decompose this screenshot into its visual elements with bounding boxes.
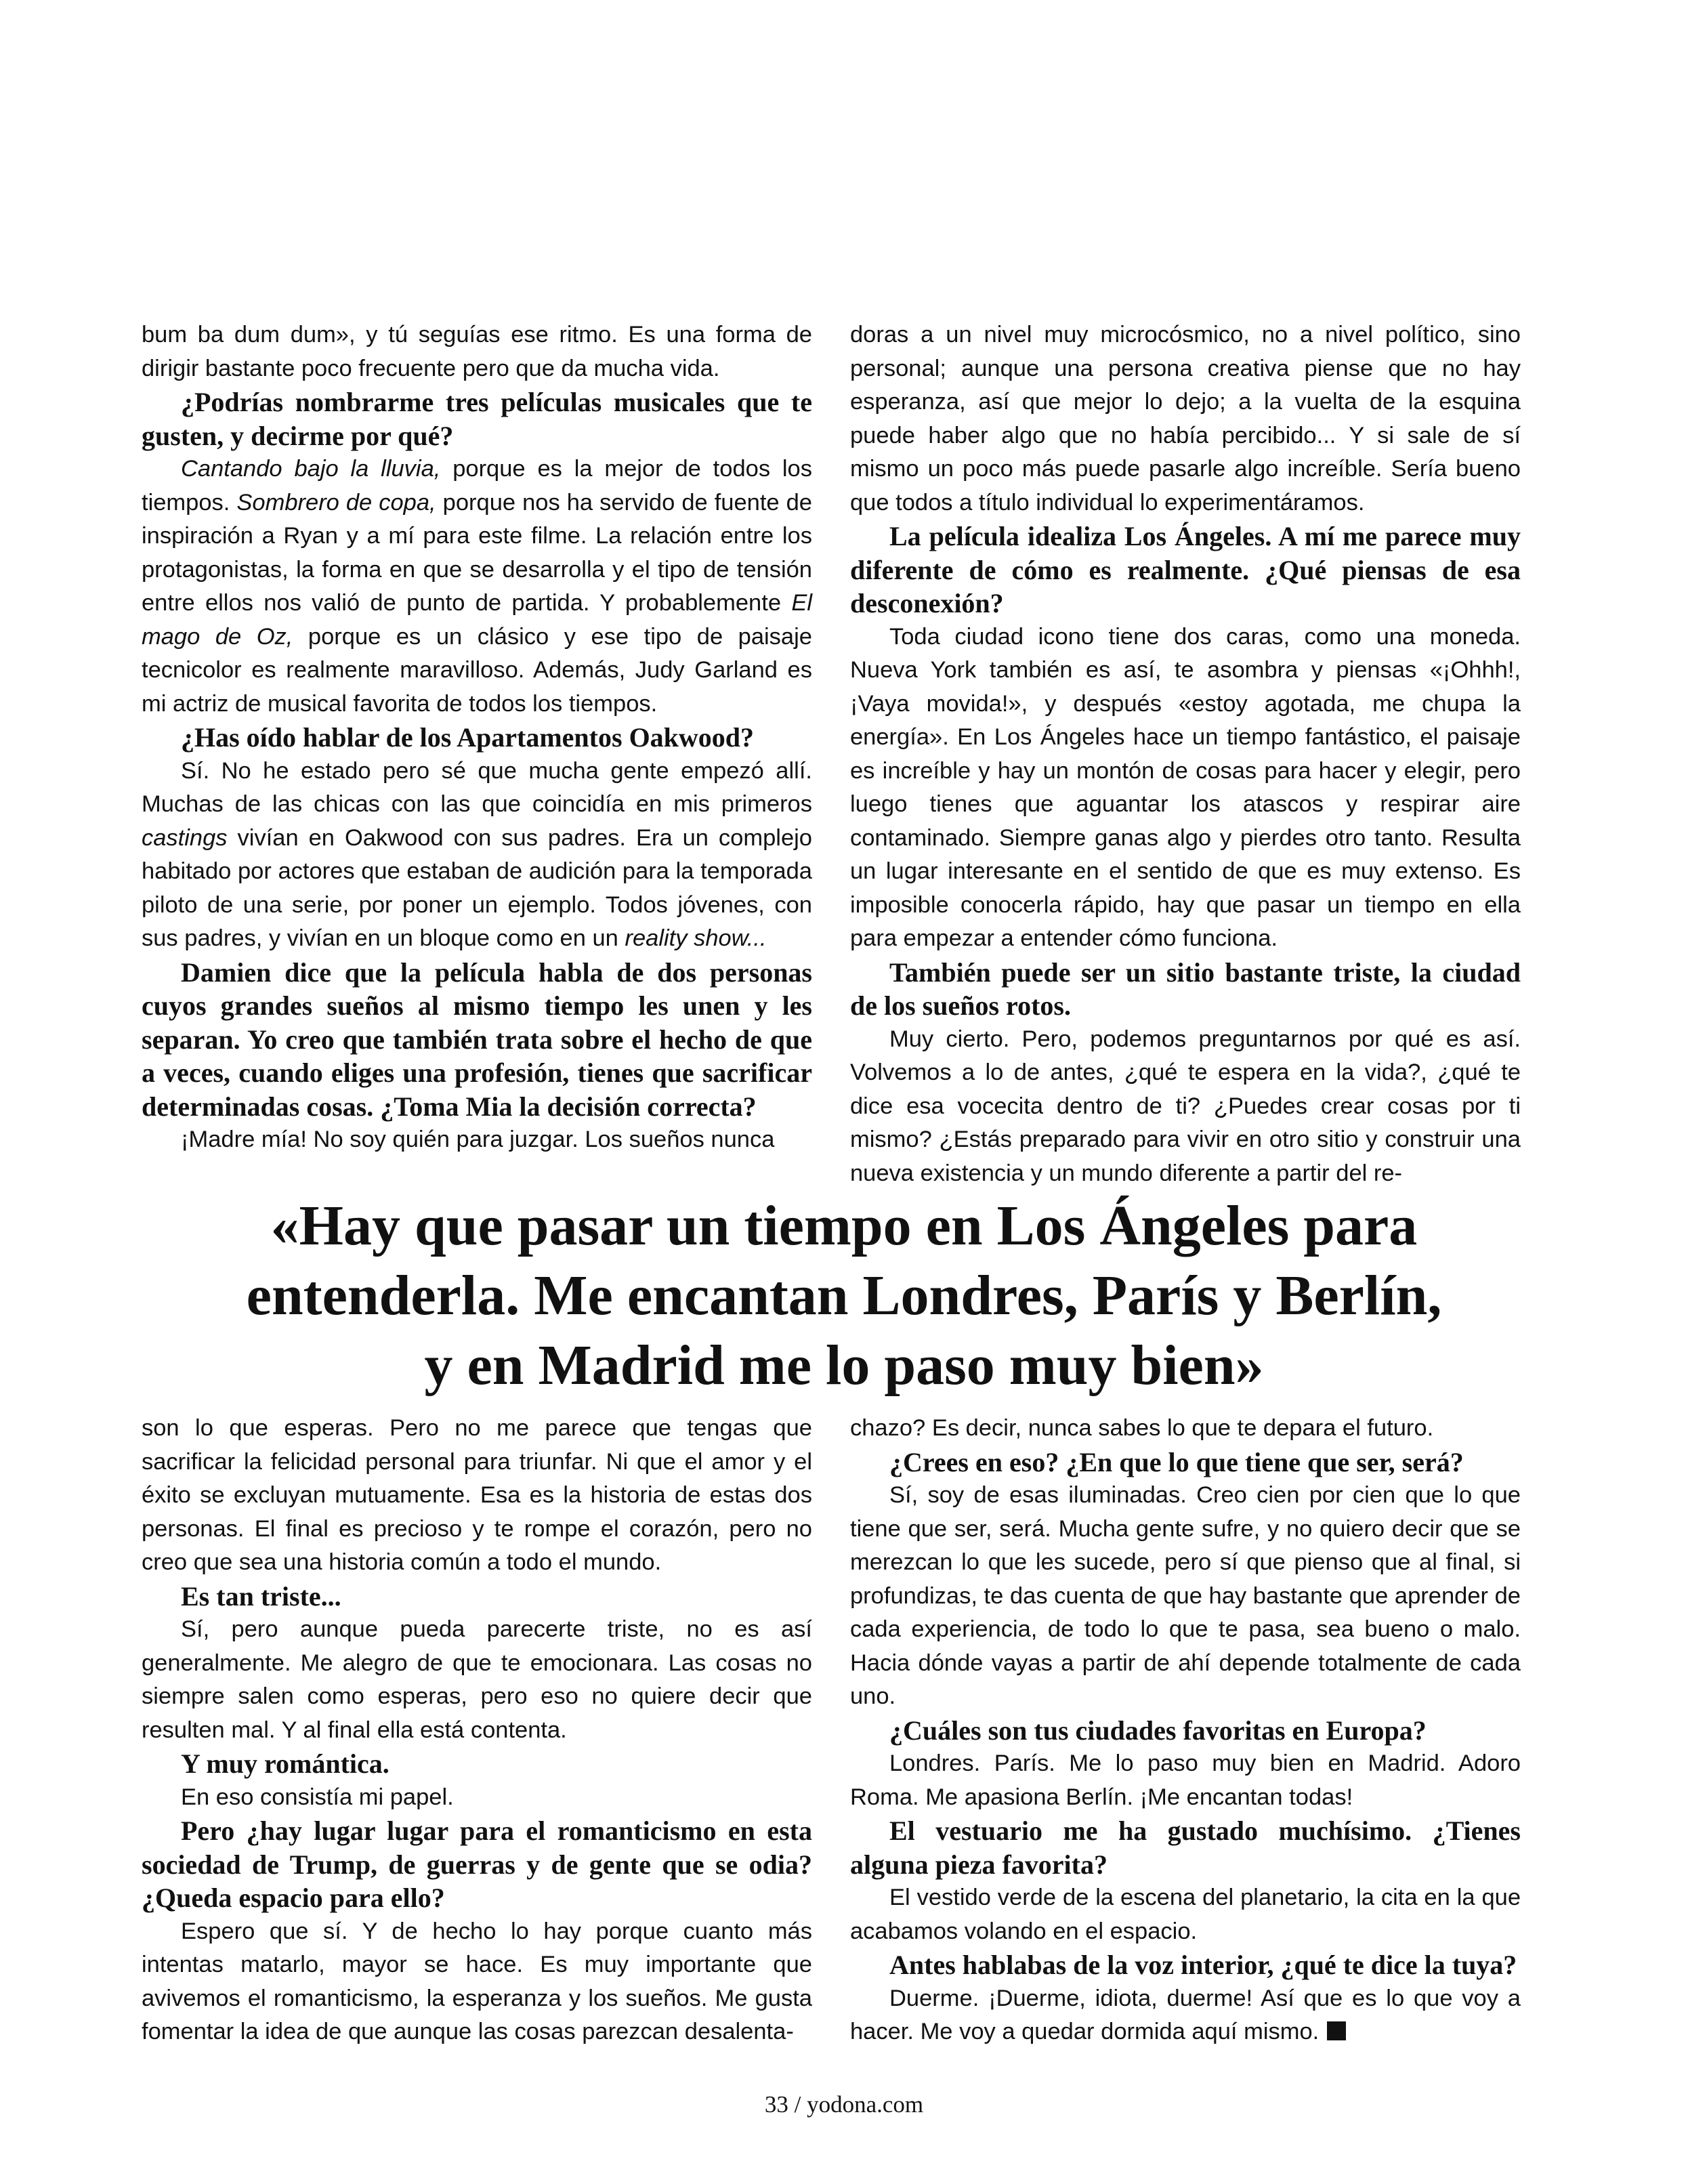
question-paragraph: Pero ¿hay lugar lugar para el romanticismo en esta sociedad de Trump, de guerras y de gente que se odia? ¿Queda espacio para ello?: [142, 1815, 812, 1913]
question-paragraph: ¿Podrías nombrarme tres películas musicales que te gusten, y decirme por qué?: [142, 387, 812, 451]
answer-paragraph: Sí. No he estado pero sé que mucha gente empezó allí. Muchas de las chicas con las que coincidía en mis primeros castings vivían en Oakwood con sus padres. Era un complejo habitado por actores que estaban de audición para la temporada piloto de una serie, por poner un ejemplo. Todos jóvenes, con sus padres, y vivían en un bloque como en un reality show...: [142, 757, 812, 951]
article-column-3: [142, 1412, 812, 2049]
question-paragraph: ¿Cuáles son tus ciudades favoritas en Europa?: [889, 1715, 1427, 1746]
answer-paragraph: En eso consistía mi papel.: [181, 1784, 454, 1810]
answer-paragraph: chazo? Es decir, nunca sabes lo que te depara el futuro.: [850, 1415, 1434, 1441]
answer-paragraph: El vestido verde de la escena del planetario, la cita en la que acabamos volando en el espacio.: [850, 1885, 1521, 1944]
end-mark-icon: [1327, 2021, 1346, 2040]
answer-paragraph: Cantando bajo la lluvia, porque es la mejor de todos los tiempos. Sombrero de copa, porque nos ha servido de fuente de inspiración a Ryan y a mí para este filme. La relación entre los protagonistas, la forma en que se desarrolla y el tipo de tensión entre ellos nos valió de punto de partida. Y probablemente El mago de Oz, porque es un clásico y ese tipo de paisaje tecnicolor es realmente maravilloso. Además, Judy Garland es mi actriz de musical favorita de todos los tiempos.: [142, 456, 812, 717]
question-paragraph: Damien dice que la película habla de dos personas cuyos grandes sueños al mismo tiempo les unen y les separan. Yo creo que también trata sobre el hecho de que a veces, cuando eliges una profesión, tienes que sacrificar determinadas cosas. ¿Toma Mia la decisión correcta?: [142, 957, 812, 1122]
question-paragraph: También puede ser un sitio bastante triste, la ciudad de los sueños rotos.: [850, 957, 1521, 1021]
answer-paragraph: son lo que esperas. Pero no me parece que tengas que sacrificar la felicidad personal para triunfar. Ni que el amor y el éxito se excluyan mutuamente. Esa es la historia de estas dos personas. El final es precioso y te rompe el corazón, pero no creo que sea una historia común a todo el mundo.: [142, 1415, 812, 1575]
answer-paragraph: Muy cierto. Pero, podemos preguntarnos por qué es así. Volvemos a lo de antes, ¿qué te espera en la vida?, ¿qué te dice esa vocecita dentro de ti? ¿Puedes crear cosas por ti mismo? ¿Estás preparado para vivir en otro sitio y construir una nueva existencia y un mundo diferente a partir del re-: [850, 1026, 1521, 1186]
page-footer: 33 / yodona.com: [764, 2091, 924, 2118]
answer-paragraph: bum ba dum dum», y tú seguías ese ritmo. Es una forma de dirigir bastante poco frecuente pero que da mucha vida.: [142, 322, 812, 381]
pull-quote: [102, 1191, 1586, 1400]
article-column-1: [142, 318, 812, 1157]
article-column-2: [850, 318, 1521, 1190]
question-paragraph: Es tan triste...: [181, 1580, 341, 1612]
answer-paragraph: doras a un nivel muy microcósmico, no a nivel político, sino personal; aunque una persona creativa piense que no hay esperanza, así que mejor lo dejo; a la vuelta de la esquina puede haber algo que no había percibido... Y si sale de sí mismo un poco más puede pasarle algo increíble. Sería bueno que todos a título individual lo experimentáramos.: [850, 322, 1521, 516]
question-paragraph: Antes hablabas de la voz interior, ¿qué te dice la tuya?: [889, 1950, 1517, 1980]
pull-quote-line: y en Madrid me lo paso muy bien»: [424, 1334, 1264, 1397]
article-column-4: [850, 1412, 1521, 2049]
answer-paragraph: Duerme. ¡Duerme, idiota, duerme! Así que es lo que voy a hacer. Me voy a quedar dormida aquí mismo.: [850, 1985, 1521, 2044]
question-paragraph: ¿Has oído hablar de los Apartamentos Oakwood?: [181, 722, 755, 753]
question-paragraph: La película idealiza Los Ángeles. A mí me parece muy diferente de cómo es realmente. ¿Qué piensas de esa desconexión?: [850, 521, 1521, 618]
answer-paragraph: Sí, pero aunque pueda parecerte triste, no es así generalmente. Me alegro de que te emocionara. Las cosas no siempre salen como esperas, pero eso no quiere decir que resulten mal. Y al final ella está contenta.: [142, 1616, 812, 1743]
question-paragraph: ¿Crees en eso? ¿En que lo que tiene que ser, será?: [889, 1446, 1464, 1477]
pull-quote-line: «Hay que pasar un tiempo en Los Ángeles para: [270, 1194, 1418, 1257]
answer-paragraph: Sí, soy de esas iluminadas. Creo cien por cien que lo que tiene que ser, será. Mucha gente sufre, y no quiero decir que se merezcan lo que les sucede, pero sí que pienso que al final, si profundizas, te das cuenta de que hay bastante que aprender de cada experiencia, de todo lo que te pasa, sea bueno o malo. Hacia dónde vayas a partir de ahí depende totalmente de cada uno.: [850, 1482, 1521, 1709]
answer-paragraph: Toda ciudad icono tiene dos caras, como una moneda. Nueva York también es así, te asombra y piensas «¡Ohhh!, ¡Vaya movida!», y después «estoy agotada, me chupa la energía». En Los Ángeles hace un tiempo fantástico, el paisaje es increíble y hay un montón de cosas para hacer y elegir, pero luego tienes que aguantar los atascos y respirar aire contaminado. Siempre ganas algo y pierdes otro tanto. Resulta un lugar interesante en el sentido de que es muy extenso. Es imposible conocerla rápido, hay que pasar un tiempo en ella para empezar a entender cómo funciona.: [850, 623, 1521, 951]
answer-paragraph: Espero que sí. Y de hecho lo hay porque cuanto más intentas matarlo, mayor se hace. Es muy importante que avivemos el romanticismo, la esperanza y los sueños. Me gusta fomentar la idea de que aunque las cosas parezcan desalenta-: [142, 1918, 812, 2044]
answer-paragraph: ¡Madre mía! No soy quién para juzgar. Los sueños nunca: [181, 1127, 775, 1152]
answer-paragraph: Londres. París. Me lo paso muy bien en Madrid. Adoro Roma. Me apasiona Berlín. ¡Me encantan todas!: [850, 1750, 1521, 1810]
pull-quote-line: entenderla. Me encantan Londres, París y Berlín,: [246, 1264, 1442, 1327]
question-paragraph: Y muy romántica.: [181, 1748, 389, 1779]
question-paragraph: El vestuario me ha gustado muchísimo. ¿Tienes alguna pieza favorita?: [850, 1815, 1521, 1880]
